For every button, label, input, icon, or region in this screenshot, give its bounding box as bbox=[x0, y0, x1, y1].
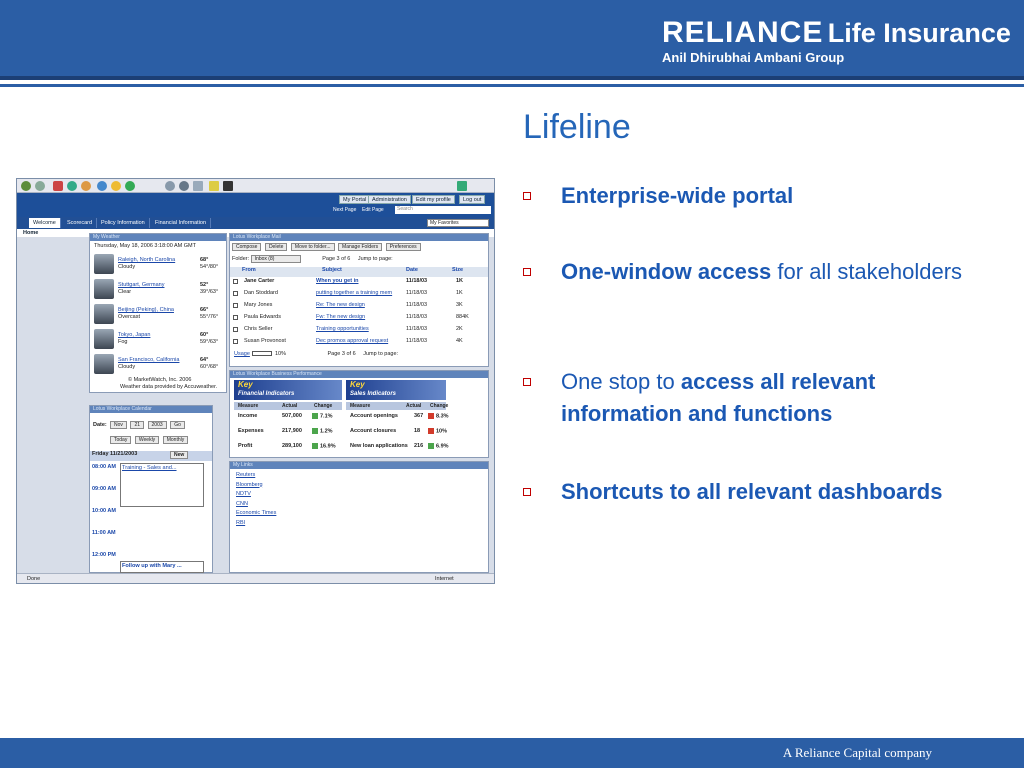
portal-screenshot bbox=[16, 178, 495, 584]
mail-date: 11/18/03 bbox=[406, 290, 428, 296]
home-label[interactable]: Home bbox=[23, 230, 39, 236]
city-temp: 60° bbox=[200, 332, 209, 338]
slot-0800: 08:00 AM bbox=[92, 464, 116, 470]
browser-status-bar bbox=[17, 573, 495, 584]
today-button[interactable]: Today bbox=[110, 436, 131, 444]
kpi-actual: 217,900 bbox=[282, 428, 302, 434]
mail-from: Paula Edwards bbox=[244, 314, 281, 320]
city-name[interactable]: Stuttgart, Germany bbox=[118, 282, 165, 288]
fin-title: Key bbox=[238, 380, 253, 389]
page-indicator-bottom: Page 3 of 6 bbox=[327, 351, 356, 357]
brand-logo bbox=[662, 16, 1011, 65]
cloudy-icon bbox=[94, 354, 114, 374]
day-select[interactable]: 21 bbox=[130, 421, 144, 429]
up-arrow-icon bbox=[312, 428, 318, 434]
city-condition: Clear bbox=[118, 289, 132, 295]
mail-size: 4K bbox=[456, 338, 463, 344]
cloudy-icon bbox=[94, 254, 114, 274]
city-temp: 66° bbox=[200, 307, 209, 313]
link-edit-profile[interactable]: Edit my profile bbox=[412, 195, 455, 204]
overcast-icon bbox=[94, 304, 114, 324]
bullet-3-bold: access all relevant information and functions bbox=[561, 369, 876, 426]
mail-from: Mary Jones bbox=[244, 302, 273, 308]
fog-icon bbox=[94, 329, 114, 349]
bullet-square-icon bbox=[523, 268, 531, 276]
city-name[interactable]: Raleigh, North Carolina bbox=[118, 257, 176, 263]
fin-sub: Financial Indicators bbox=[238, 391, 295, 397]
date-label: Date: bbox=[93, 422, 107, 428]
weather-header: My Weather bbox=[90, 234, 226, 241]
row-checkbox[interactable] bbox=[233, 291, 238, 296]
mail-from: Dan Stoddard bbox=[244, 290, 278, 296]
kpi-measure: Expenses bbox=[238, 428, 264, 434]
mail-subject[interactable]: putting together a training mem bbox=[316, 290, 393, 296]
kpi-change: 7.1% bbox=[320, 413, 333, 420]
delete-button[interactable]: Delete bbox=[265, 243, 287, 251]
city-temp: 64° bbox=[200, 357, 209, 363]
sales-col-header bbox=[346, 402, 449, 410]
link-item[interactable]: CNN bbox=[236, 500, 248, 507]
month-select[interactable]: Nov bbox=[110, 421, 127, 429]
link-administration[interactable]: Administration bbox=[368, 195, 411, 204]
usage-link[interactable]: Usage bbox=[234, 351, 250, 357]
link-item[interactable]: RBI bbox=[236, 519, 246, 526]
col-change: Change bbox=[314, 403, 333, 409]
windows-logo-icon bbox=[457, 181, 467, 191]
usage-bar bbox=[252, 351, 272, 356]
kpi-actual: 289,100 bbox=[282, 443, 302, 449]
mail-from: Susan Provonost bbox=[244, 338, 286, 344]
weekly-button[interactable]: Weekly bbox=[135, 436, 159, 444]
slot-1200: 12:00 PM bbox=[92, 552, 116, 558]
slot-0900: 09:00 AM bbox=[92, 486, 116, 492]
kpi-measure: Account openings bbox=[350, 413, 398, 419]
bullet-1-bold: Enterprise-wide portal bbox=[561, 183, 794, 208]
mail-header: Lotus Workplace Mail bbox=[230, 234, 488, 241]
up-arrow-icon bbox=[312, 413, 318, 419]
up-arrow-icon bbox=[312, 443, 318, 449]
monthly-button[interactable]: Monthly bbox=[163, 436, 189, 444]
links-header: My Links bbox=[230, 462, 488, 469]
tab-scorecard[interactable]: Scorecard bbox=[63, 218, 97, 228]
col-date[interactable]: Date bbox=[406, 267, 418, 273]
link-log-out[interactable]: Log out bbox=[459, 195, 485, 204]
sales-indicators-banner bbox=[346, 380, 446, 400]
header-rule bbox=[0, 84, 1024, 87]
mail-row[interactable] bbox=[230, 338, 488, 348]
bullet-2-bold: One-window access bbox=[561, 259, 772, 284]
move-folder-select[interactable]: Move to folder... bbox=[291, 243, 335, 251]
city-temp: 52° bbox=[200, 282, 209, 288]
brand-suffix: Life Insurance bbox=[827, 18, 1011, 48]
kpi-change: 10% bbox=[436, 428, 448, 435]
mail-date: 11/18/03 bbox=[406, 338, 428, 344]
kpi-measure: Income bbox=[238, 413, 258, 419]
weather-credit-1: © MarketWatch, Inc. 2006 bbox=[128, 377, 192, 383]
event-follow-up[interactable]: Follow up with Mary ... bbox=[120, 561, 204, 573]
up-arrow-icon bbox=[428, 443, 434, 449]
usage-percent: 10% bbox=[274, 351, 286, 357]
links-portlet bbox=[229, 461, 489, 573]
home-icon[interactable] bbox=[81, 181, 91, 191]
mail-subject[interactable]: Training opportunities bbox=[316, 326, 369, 332]
compose-button[interactable]: Compose bbox=[232, 243, 261, 251]
new-event-button[interactable]: New bbox=[170, 451, 188, 459]
city-range: 54°/80° bbox=[200, 264, 219, 270]
day-title: Friday 11/21/2003 bbox=[92, 451, 138, 457]
mail-size: 1K bbox=[456, 278, 464, 284]
city-name[interactable]: Beijing (Peking), China bbox=[118, 307, 174, 313]
slot-1000: 10:00 AM bbox=[92, 508, 116, 514]
day-title-bar bbox=[90, 451, 212, 461]
page-indicator: Page 3 of 6 bbox=[322, 256, 351, 262]
bullet-3 bbox=[523, 366, 963, 430]
slot-1100: 11:00 AM bbox=[92, 530, 116, 536]
mail-row[interactable] bbox=[230, 278, 488, 288]
city-temp: 68° bbox=[200, 257, 209, 263]
ibm-icon bbox=[223, 181, 233, 191]
mail-date: 11/18/03 bbox=[406, 326, 428, 332]
city-condition: Cloudy bbox=[118, 264, 136, 270]
link-item[interactable]: NDTV bbox=[236, 491, 251, 497]
mail-subject[interactable]: Fw: The new design bbox=[316, 314, 366, 320]
fin-kpi-row bbox=[238, 428, 342, 438]
mail-from: Chris Seller bbox=[244, 326, 273, 332]
row-checkbox[interactable] bbox=[233, 315, 238, 320]
mail-subject[interactable]: Dec promos approval request bbox=[316, 338, 389, 344]
col-size[interactable]: Size bbox=[452, 267, 464, 273]
mail-column-header bbox=[230, 267, 488, 277]
city-range: 39°/63° bbox=[200, 289, 219, 295]
footer-text: A Reliance Capital company bbox=[782, 745, 932, 760]
refresh-icon[interactable] bbox=[67, 181, 77, 191]
bullet-square-icon bbox=[523, 192, 531, 200]
search-icon[interactable] bbox=[97, 181, 107, 191]
mail-size: 3K bbox=[456, 302, 463, 308]
down-arrow-icon bbox=[428, 413, 434, 419]
mail-icon[interactable] bbox=[165, 181, 175, 191]
sales-kpi-row bbox=[350, 428, 450, 438]
kpi-actual: 507,000 bbox=[282, 413, 302, 419]
link-item[interactable]: Economic Times bbox=[236, 510, 277, 516]
city-name[interactable]: San Francisco, California bbox=[118, 357, 180, 363]
history-icon[interactable] bbox=[125, 181, 135, 191]
kpi-header: Lotus Workplace Business Performance bbox=[230, 371, 488, 378]
folder-label: Folder: bbox=[232, 256, 250, 262]
link-item[interactable]: Bloomberg bbox=[236, 481, 263, 488]
jump-label-bottom: Jump to page: bbox=[363, 351, 399, 357]
kpi-change: 16.9% bbox=[320, 443, 336, 450]
go-button[interactable]: Go bbox=[170, 421, 185, 429]
kpi-measure: New loan applications bbox=[350, 443, 408, 449]
weather-portlet bbox=[89, 233, 227, 393]
favorites-icon[interactable] bbox=[111, 181, 121, 191]
forward-icon[interactable] bbox=[35, 181, 45, 191]
row-checkbox[interactable] bbox=[233, 327, 238, 332]
row-checkbox[interactable] bbox=[233, 339, 238, 344]
row-checkbox[interactable] bbox=[233, 303, 238, 308]
mail-portlet bbox=[229, 233, 489, 367]
kpi-change: 6.9% bbox=[436, 443, 449, 450]
bullet-square-icon bbox=[523, 378, 531, 386]
city-name[interactable]: Tokyo, Japan bbox=[118, 332, 151, 338]
tab-financial-information[interactable]: Financial Information bbox=[151, 218, 211, 228]
folder-icon[interactable] bbox=[209, 181, 219, 191]
weather-credit-2: Weather data provided by Accuweather. bbox=[120, 384, 218, 390]
manage-folders-button[interactable]: Manage Folders bbox=[338, 243, 382, 251]
kpi-change: 1.2% bbox=[320, 428, 333, 435]
sales-kpi-row bbox=[350, 413, 450, 423]
col-measure: Measure bbox=[238, 403, 259, 409]
mail-size: 1K bbox=[456, 290, 463, 296]
year-select[interactable]: 2003 bbox=[148, 421, 167, 429]
sales-sub: Sales Indicators bbox=[350, 391, 397, 397]
stop-icon[interactable] bbox=[53, 181, 63, 191]
event-training-label[interactable]: Training - Sales and... bbox=[122, 465, 177, 471]
kpi-actual: 367 bbox=[414, 413, 424, 419]
kpi-change: 8.3% bbox=[436, 413, 449, 420]
city-range: 60°/68° bbox=[200, 364, 219, 370]
city-condition: Overcast bbox=[118, 314, 141, 320]
mail-date: 11/18/03 bbox=[406, 302, 428, 308]
fin-kpi-row bbox=[238, 413, 342, 423]
mail-row[interactable] bbox=[230, 302, 488, 312]
mail-subject[interactable]: When you get in bbox=[316, 278, 359, 284]
col-actual: Actual bbox=[282, 403, 298, 409]
calendar-header: Lotus Workplace Calendar bbox=[90, 406, 212, 413]
kpi-measure: Account closures bbox=[350, 428, 397, 434]
favorites-select[interactable]: My Favorites bbox=[427, 219, 489, 227]
brand-main: RELIANCE bbox=[662, 16, 824, 49]
business-performance-portlet bbox=[229, 370, 489, 458]
sales-title: Key bbox=[350, 380, 365, 389]
down-arrow-icon bbox=[428, 428, 434, 434]
city-range: 59°/63° bbox=[200, 339, 219, 345]
mail-date: 11/18/03 bbox=[406, 314, 428, 320]
mail-row[interactable] bbox=[230, 314, 488, 324]
fin-col-header bbox=[234, 402, 342, 410]
calendar-portlet bbox=[89, 405, 213, 573]
financial-indicators-banner bbox=[234, 380, 342, 400]
row-checkbox[interactable] bbox=[233, 279, 238, 284]
event-training[interactable] bbox=[120, 463, 204, 507]
bullet-square-icon bbox=[523, 488, 531, 496]
mail-date: 11/18/03 bbox=[406, 278, 428, 284]
mail-row[interactable] bbox=[230, 326, 488, 336]
slide-title: Lifeline bbox=[523, 108, 631, 146]
bullet-2 bbox=[523, 256, 963, 288]
kpi-actual: 18 bbox=[414, 428, 421, 434]
city-condition: Fog bbox=[118, 339, 128, 345]
weather-date: Thursday, May 18, 2006 3:18:00 AM GMT bbox=[94, 243, 197, 249]
col-from[interactable]: From bbox=[242, 267, 256, 273]
bullet-4-bold: Shortcuts to all relevant dashboards bbox=[561, 479, 943, 504]
link-my-portal[interactable]: My Portal bbox=[339, 195, 370, 204]
tab-policy-information[interactable]: Policy Information bbox=[97, 218, 150, 228]
bullet-2-post: for all stakeholders bbox=[771, 259, 963, 284]
city-range: 55°/76° bbox=[200, 314, 219, 320]
preferences-button[interactable]: Preferences bbox=[386, 243, 421, 251]
mail-size: 2K bbox=[456, 326, 463, 332]
search-input[interactable]: Search bbox=[395, 206, 491, 214]
status-done: Done bbox=[27, 576, 41, 582]
kpi-actual: 216 bbox=[414, 443, 424, 449]
link-edit-page[interactable]: Edit Page bbox=[362, 207, 384, 213]
link-item[interactable]: Reuters bbox=[236, 472, 256, 478]
col-subject[interactable]: Subject bbox=[322, 267, 342, 273]
link-next-page[interactable]: Next Page bbox=[333, 207, 357, 213]
portal-header bbox=[17, 193, 495, 217]
mail-from: Jane Carter bbox=[244, 278, 275, 284]
mail-size: 884K bbox=[456, 314, 469, 320]
bullet-1 bbox=[523, 180, 963, 212]
back-icon[interactable] bbox=[21, 181, 31, 191]
tab-welcome[interactable]: Welcome bbox=[29, 218, 61, 228]
kpi-measure: Profit bbox=[238, 443, 253, 449]
mail-row[interactable] bbox=[230, 290, 488, 300]
bullet-4 bbox=[523, 476, 963, 508]
edit-icon[interactable] bbox=[193, 181, 203, 191]
clear-icon bbox=[94, 279, 114, 299]
browser-toolbar bbox=[17, 179, 495, 193]
fin-kpi-row bbox=[238, 443, 342, 453]
sales-kpi-row bbox=[350, 443, 450, 453]
col-change: Change bbox=[430, 403, 449, 409]
col-actual: Actual bbox=[406, 403, 422, 409]
folder-select[interactable]: Inbox (8) bbox=[251, 255, 301, 263]
col-measure: Measure bbox=[350, 403, 371, 409]
portal-tabs bbox=[17, 217, 495, 229]
print-icon[interactable] bbox=[179, 181, 189, 191]
mail-subject[interactable]: Re: The new design bbox=[316, 302, 365, 308]
jump-label: Jump to page: bbox=[357, 256, 393, 262]
city-condition: Cloudy bbox=[118, 364, 136, 370]
brand-sub: Anil Dhirubhai Ambani Group bbox=[662, 50, 845, 65]
status-internet: Internet bbox=[435, 576, 454, 582]
bullet-3-pre: One stop to bbox=[561, 369, 681, 394]
